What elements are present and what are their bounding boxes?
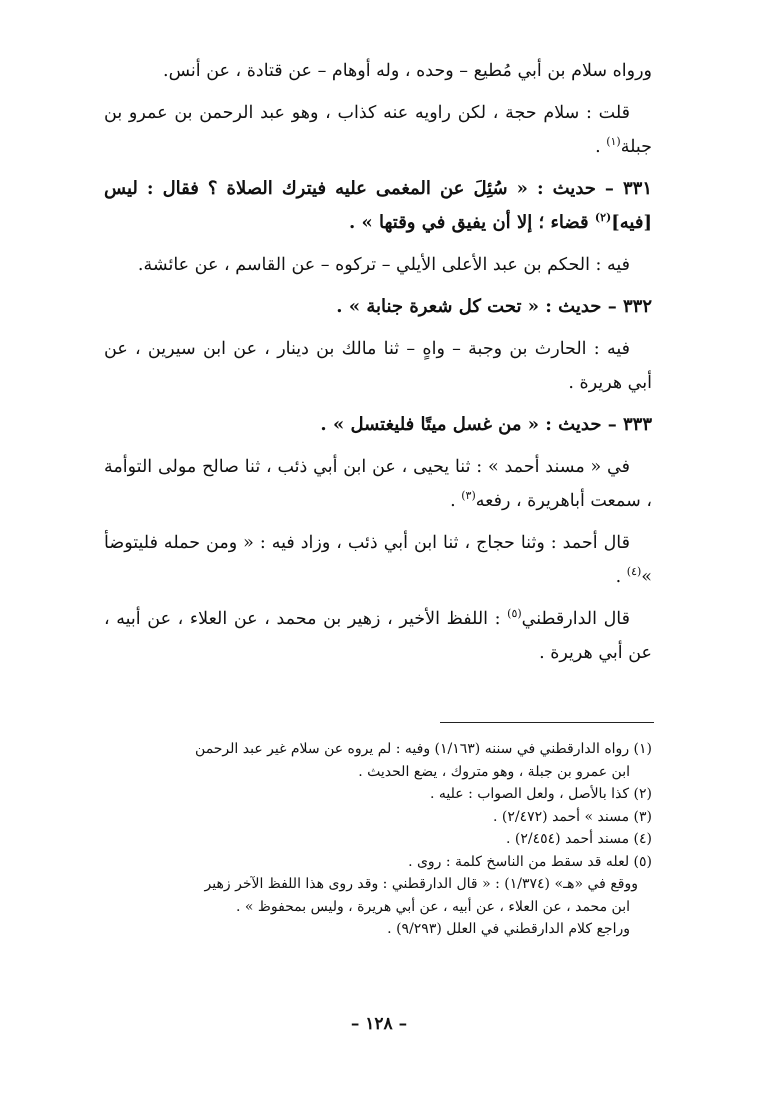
footnote-5: (٥) لعله قد سقط من الناسخ كلمة : روى .: [408, 853, 652, 870]
page-number: – ١٢٨ –: [350, 1014, 408, 1034]
footnote-divider: [440, 722, 654, 723]
footnote-1-cont: ابن عمرو بن جبلة ، وهو متروك ، يضع الحديث .: [358, 763, 630, 780]
footnotes: [104, 738, 652, 941]
hadith-332: ٣٣٢ – حديث : « تحت كل شعرة جنابة » .: [336, 296, 652, 317]
footnote-5-line-3: ابن محمد ، عن العلاء ، عن أبيه ، عن أبي هريرة ، وليس بمحفوظ » .: [235, 898, 630, 915]
hadith-331: ٣٣١ – حديث : « سُئِلَ عن المغمى عليه فيترك الصلاة ؟ فقال : ليس [فيه]$^{(٢)}$ قضاء ؛ إلا أن يفيق في وقتها » .: [104, 178, 652, 233]
paragraph-8: في « مسند أحمد » : ثنا يحيى ، عن ابن أبي ذئب ، ثنا صالح مولى التوأمة ، سمعت أباهريرة ، رفعه$^{(٣)}$ .: [104, 457, 652, 511]
footnote-ref-5[interactable]: (٥): [507, 607, 522, 621]
footnote-ref-4[interactable]: (٤): [626, 565, 642, 579]
footnote-5-line-4: وراجع كلام الدارقطني في العلل (٩/٢٩٣) .: [387, 921, 630, 937]
footnote-4: (٤) مسند أحمد (٢/٤٥٤) .: [506, 831, 652, 847]
paragraph-2: قلت : سلام حجة ، لكن راويه عنه كذاب ، وهو عبد الرحمن بن عمرو بن جبلة$^{(١)}$ .: [104, 103, 652, 157]
footnote-ref-2[interactable]: (٢): [594, 211, 612, 224]
paragraph-1: ورواه سلام بن أبي مُطيع – وحده ، وله أوهام – عن قتادة ، عن أنس.: [163, 61, 652, 81]
footnote-1: (١) رواه الدارقطني في سننه (١/١٦٣) وفيه : لم يروه عن سلام غير عبد الرحمن: [195, 741, 652, 757]
paragraph-10: قال الدارقطني$^{(٥)}$ : اللفظ الأخير ، زهير بن محمد ، عن العلاء ، عن أبيه ، عن أبي هريرة .: [104, 607, 652, 663]
footnote-2: (٢) كذا بالأصل ، ولعل الصواب : عليه .: [430, 786, 652, 802]
footnote-5-line-2: ووقع في «هـ» (١/٣٧٤) : « قال الدارقطني : وقد روى هذا اللفظ الآخر زهير: [204, 876, 638, 892]
footnote-3: (٣) مسند » أحمد (٢/٤٧٢) .: [492, 808, 652, 825]
paragraph-6: فيه : الحارث بن وجبة – واهٍ – ثنا مالك بن دينار ، عن ابن سيرين ، عن أبي هريرة .: [104, 339, 652, 393]
paragraph-9: قال أحمد : وثنا حجاج ، ثنا ابن أبي ذئب ، وزاد فيه : « ومن حمله فليتوضأ »$^{(٤)}$ .: [104, 533, 652, 587]
main-text: [104, 54, 652, 678]
paragraph-4: فيه : الحكم بن عبد الأعلى الأيلي – تركوه – عن القاسم ، عن عائشة.: [137, 255, 630, 275]
footnote-ref-1[interactable]: (١): [606, 135, 621, 149]
hadith-333: ٣٣٣ – حديث : « من غسل ميتًا فليغتسل » .: [320, 414, 652, 435]
footnote-ref-3[interactable]: (٣): [461, 489, 476, 503]
